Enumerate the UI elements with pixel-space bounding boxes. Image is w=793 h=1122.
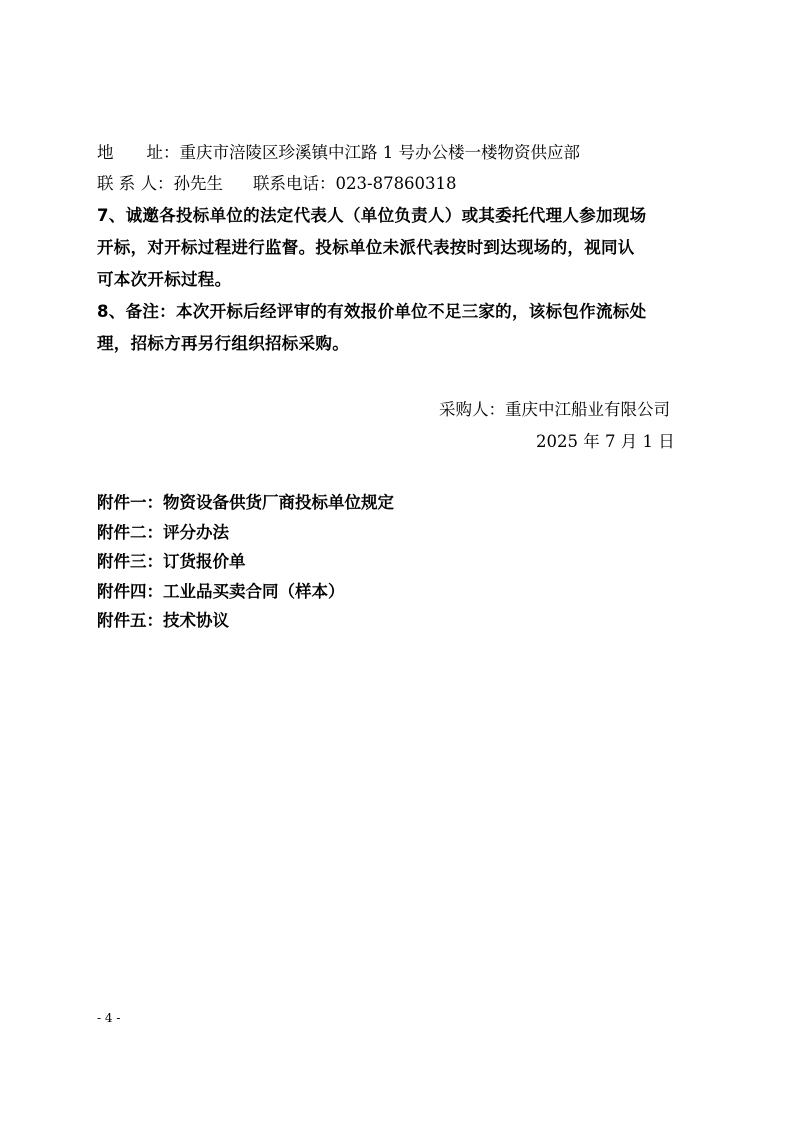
item-8-line-1: 8、备注：本次开标后经评审的有效报价单位不足三家的，该标包作流标处 <box>97 302 647 321</box>
address-line <box>97 142 580 164</box>
phone-value: 023-87860318 <box>335 174 457 193</box>
attachment-1: 附件一：物资设备供货厂商投标单位规定 <box>97 493 394 512</box>
item-7-line-1: 7、诚邀各投标单位的法定代表人（单位负责人）或其委托代理人参加现场 <box>97 206 647 225</box>
attachment-4: 附件四：工业品买卖合同（样本） <box>97 582 345 601</box>
attachment-5: 附件五：技术协议 <box>97 611 229 630</box>
address-label: 地 址： <box>97 143 180 162</box>
page-number: - 4 - <box>97 1011 121 1025</box>
contact-person-label: 联 系 人： <box>97 174 174 193</box>
contact-person-value: 孙先生 <box>173 174 223 193</box>
phone-label: 联系电话： <box>253 174 336 193</box>
item-8-line-2: 理，招标方再另行组织招标采购。 <box>97 334 349 353</box>
item-7-line-2: 开标，对开标过程进行监督。投标单位未派代表按时到达现场的，视同认 <box>97 238 635 257</box>
purchaser-signature: 采购人：重庆中江船业有限公司 <box>439 400 670 419</box>
item-7-line-3: 可本次开标过程。 <box>97 270 232 289</box>
signature-date: 2025 年 7 月 1 日 <box>536 432 675 451</box>
contact-line <box>97 173 457 195</box>
address-value: 重庆市涪陵区珍溪镇中江路 1 号办公楼一楼物资供应部 <box>179 143 580 162</box>
attachment-3: 附件三：订货报价单 <box>97 552 246 571</box>
attachment-2: 附件二：评分办法 <box>97 523 229 542</box>
